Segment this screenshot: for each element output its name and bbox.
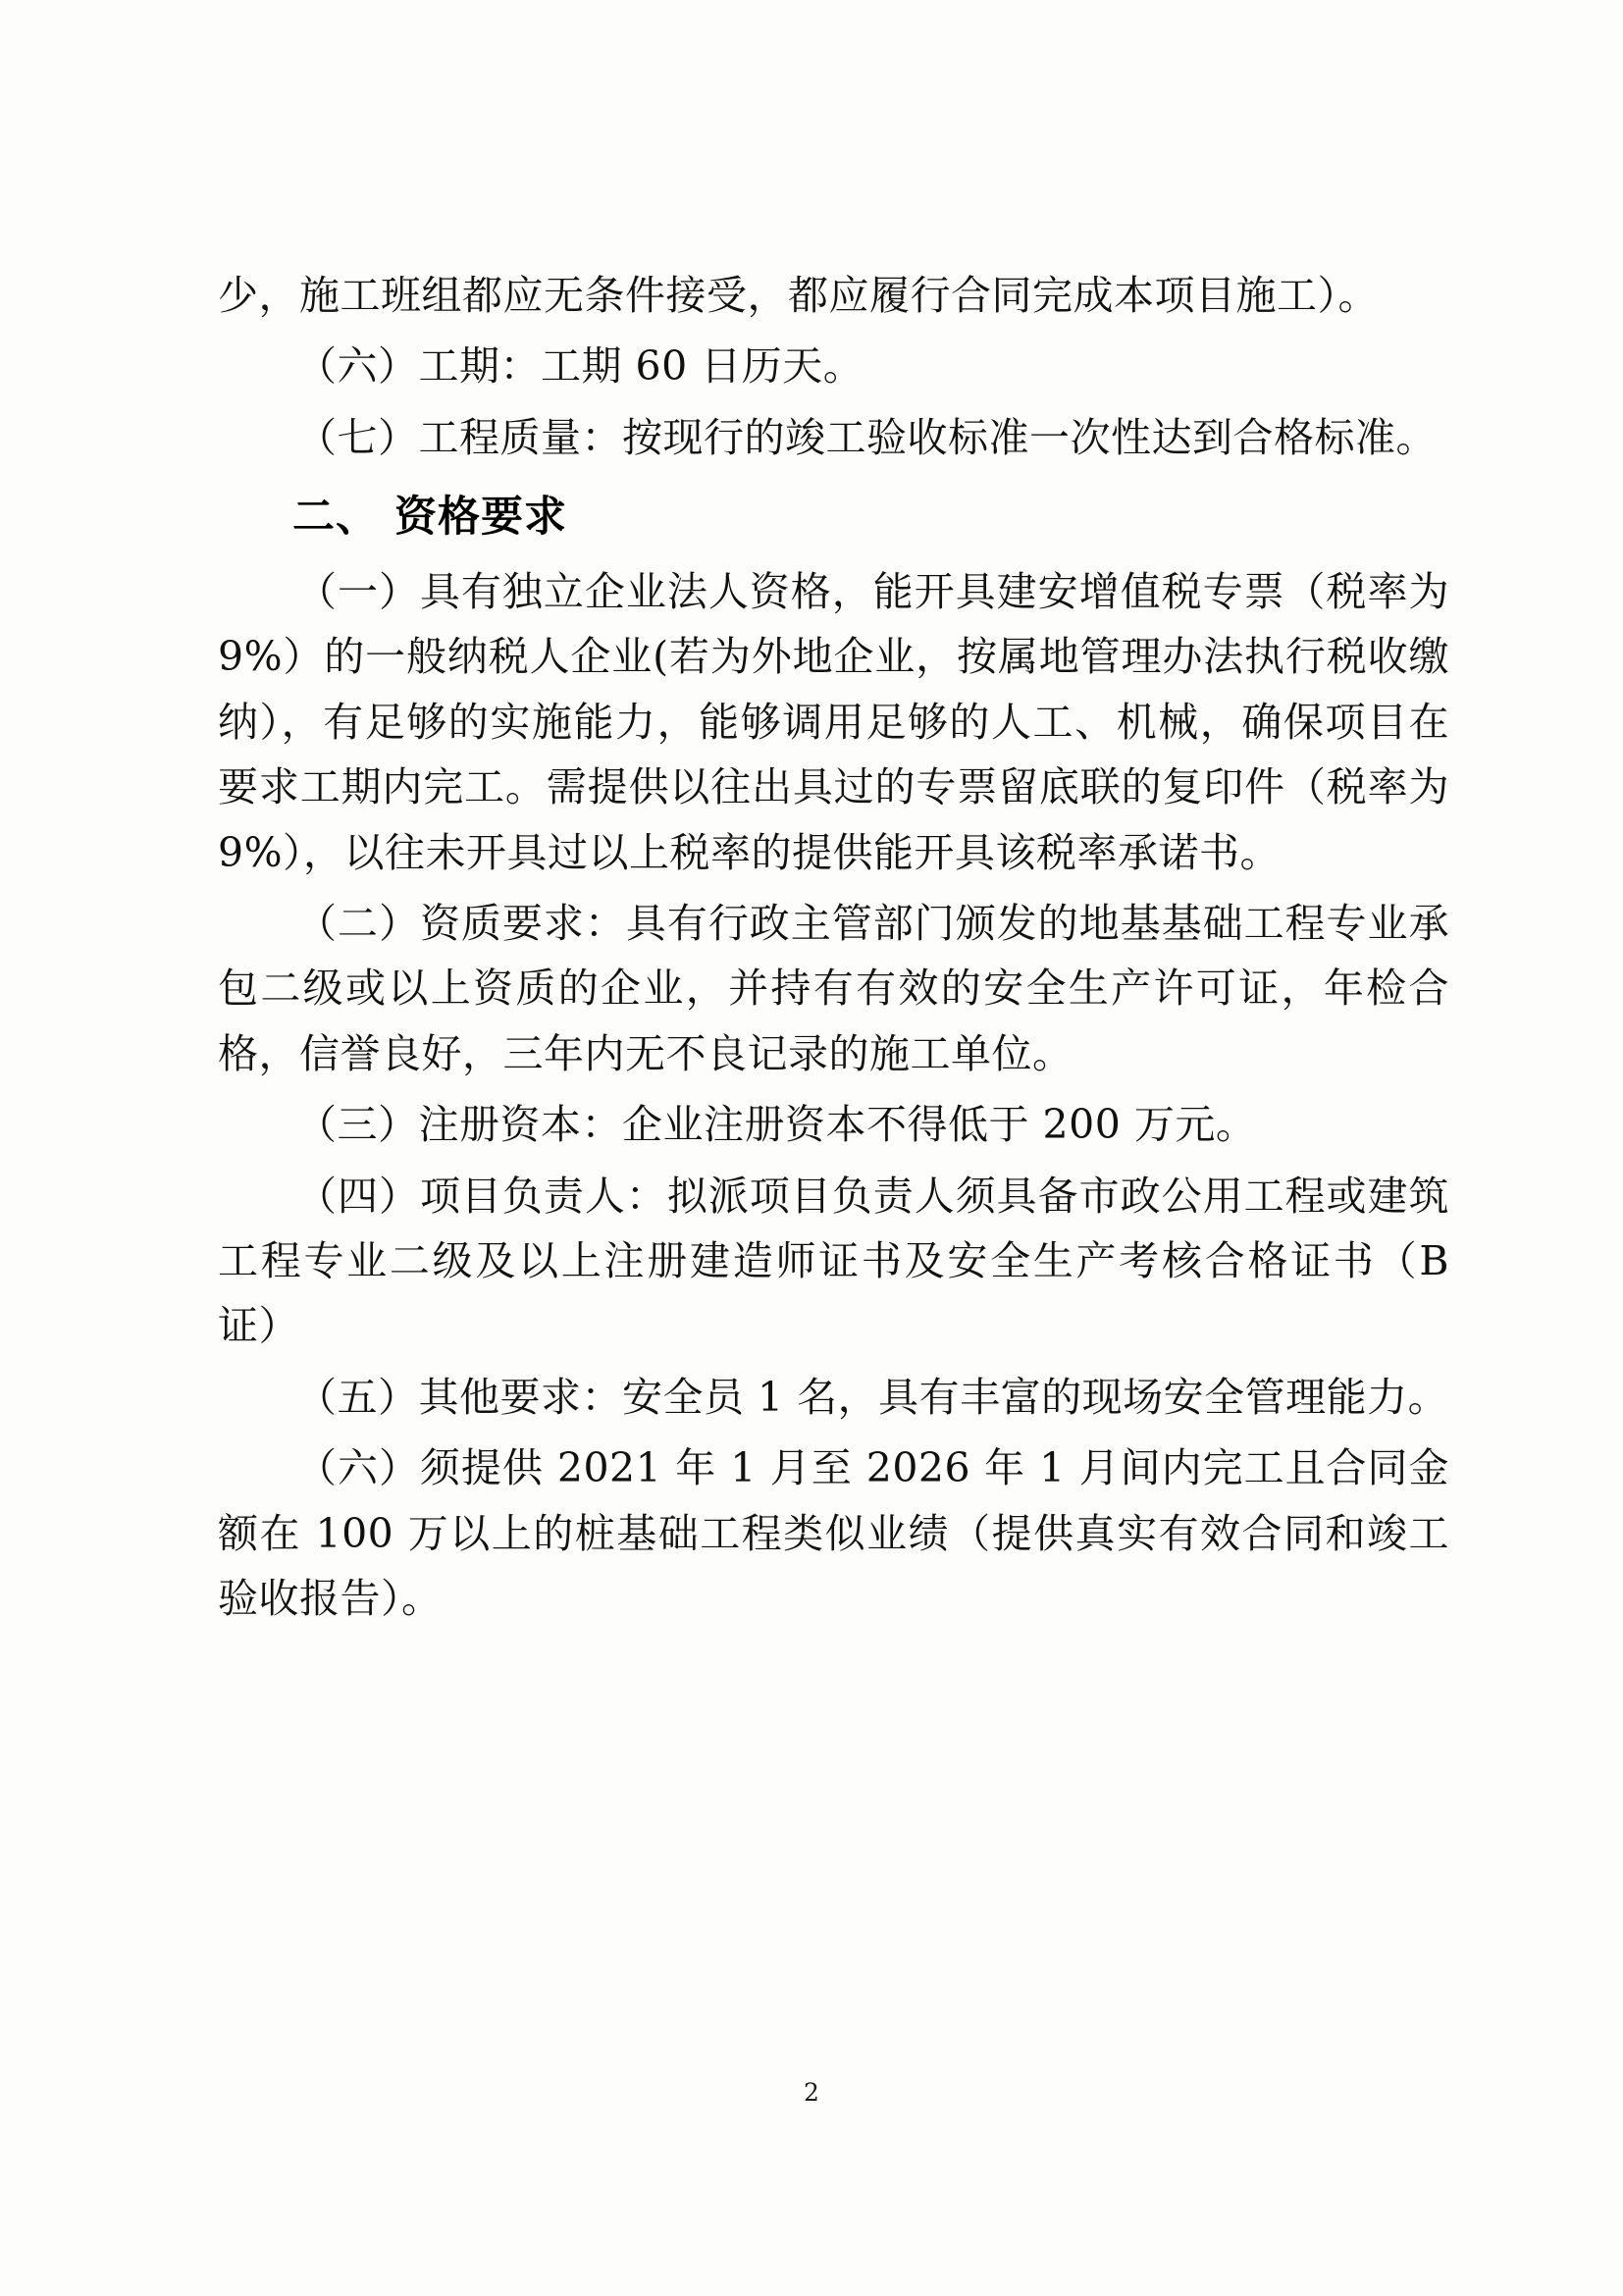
document-body bbox=[218, 263, 1449, 1638]
paragraph-qualification-4: （四）项目负责人：拟派项目负责人须具备市政公用工程或建筑工程专业二级及以上注册建造师证书及安全生产考核合格证书（B 证） bbox=[218, 1172, 1449, 1350]
paragraph-qualification-2: （二）资质要求：具有行政主管部门颁发的地基基础工程专业承包二级或以上资质的企业，并持有有效的安全生产许可证，年检合格，信誉良好，三年内无不良记录的施工单位。 bbox=[218, 900, 1449, 1077]
paragraph-item-7-quality: （七）工程质量：按现行的竣工验收标准一次性达到合格标准。 bbox=[296, 413, 1437, 461]
paragraph-qualification-3: （三）注册资本：企业注册资本不得低于 200 万元。 bbox=[296, 1101, 1257, 1149]
paragraph-item-6-duration: （六）工期：工期 60 日历天。 bbox=[296, 342, 864, 391]
paragraph-qualification-5: （五）其他要求：安全员 1 名，具有丰富的现场安全管理能力。 bbox=[296, 1373, 1449, 1421]
paragraph-continuation: 少，施工班组都应无条件接受，都应履行合同完成本项目施工）。 bbox=[218, 272, 1379, 319]
paragraph-qualification-6: （六）须提供 2021 年 1 月至 2026 年 1 月间内完工且合同金额在 100 万以上的桩基础工程类似业绩（提供真实有效合同和竣工验收报告）。 bbox=[218, 1444, 1449, 1623]
paragraph-qualification-1: （一）具有独立企业法人资格，能开具建安增值税专票（税率为 9%）的一般纳税人企业(若为外地企业，按属地管理办法执行税收缴纳），有足够的实施能力，能够调用足够的人工、机械，确保项目在要求工期内完工。需提供以往出具过的专票留底联的复印件（税率为 9%），以往未开具过以上税率的提供能开具该税率承诺书。 bbox=[218, 568, 1449, 876]
section-heading-qualification: 二、 资格要求 bbox=[292, 493, 567, 543]
page-number: 2 bbox=[804, 2078, 819, 2107]
